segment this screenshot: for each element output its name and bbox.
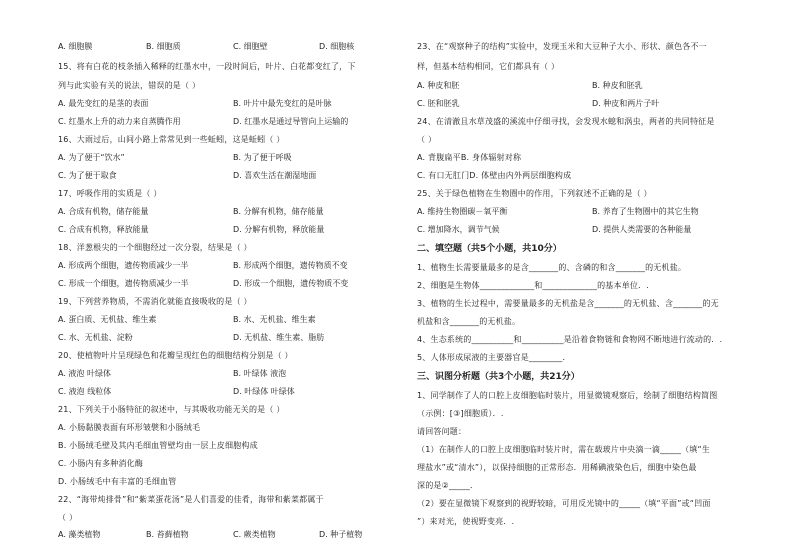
answer-option: D. 喜欢生活在潮湿地面 [233, 171, 317, 180]
text-line: （ ） [417, 135, 437, 144]
text-line: 21、下列关于小肠特征的叙述中，与其吸收功能无关的是（ ） [58, 405, 285, 414]
answer-option: D. 叶绿体 叶绿体 [233, 387, 295, 396]
text-line: 24、在清澈且水草茂盛的溪流中仔细寻找，会发现水螅和涡虫，两者的共同特征是 [417, 117, 715, 126]
text-line: B. 小肠绒毛壁及其内毛细血管壁均由一层上皮细胞构成 [58, 441, 258, 450]
text-line: D. 小肠绒毛中有丰富的毛细血管 [58, 477, 177, 486]
answer-option: C. 为了便于取食 [58, 171, 117, 180]
answer-option: C. 蕨类植物 [233, 530, 276, 539]
answer-option: B. 水、无机盐、维生素 [233, 315, 316, 324]
answer-option: B. 叶绿体 液泡 [233, 369, 287, 378]
text-line: 22、“海带炖排骨”和“紫菜蛋花汤”是人们喜爱的佳肴，海带和紫菜都属于 [58, 495, 324, 504]
text-line: ”）来对光，使视野变亮．. [417, 517, 515, 526]
answer-option: A. 合成有机物，储存能量 [58, 207, 149, 216]
answer-option: B. 叶片中最先变红的是叶脉 [233, 99, 332, 108]
answer-option: C. 形成一个细胞，遗传物质减少一半 [58, 279, 189, 288]
text-line: 5、人体形成尿液的主要器官是________． [417, 353, 571, 362]
text-line: C. 小肠内有多种消化酶 [58, 459, 144, 468]
text-line: C. 有口无肛门D. 体壁由内外两层细胞构成 [417, 171, 572, 180]
answer-option: A. 维持生物圈碳－氧平衡 [417, 207, 508, 216]
text-line: 机盐和含_______的无机盐。 [417, 317, 521, 326]
answer-option: A. 种皮和胚 [417, 81, 460, 90]
answer-option: D. 种子植物 [319, 530, 363, 539]
answer-option: D. 细胞核 [319, 42, 355, 51]
text-line: 23、在“观察种子的结构”实验中，发现玉米和大豆种子大小、形状、颜色各不一 [417, 42, 707, 51]
answer-option: A. 藻类植物 [58, 530, 101, 539]
answer-option: B. 养育了生物圈中的其它生物 [592, 207, 699, 216]
answer-option: A. 最先变红的是茎的表面 [58, 99, 149, 108]
text-line: 16、大雨过后，山间小路上常常见到一些蚯蚓，这是蚯蚓（ ） [58, 135, 285, 144]
answer-option: C. 合成有机物，释放能量 [58, 225, 149, 234]
answer-option: B. 分解有机物，储存能量 [233, 207, 324, 216]
answer-option: B. 形成两个细胞，遗传物质不变 [233, 261, 348, 270]
text-line: 20、使植物叶片呈现绿色和花瓣呈现红色的细胞结构分别是（ ） [58, 351, 293, 360]
text-line: 请回答问题： [417, 427, 467, 436]
text-line: 17、呼吸作用的实质是（ ） [58, 189, 162, 198]
text-line: 1、植物生长需要量最多的是含_______的、含磷的和含_______的无机盐。 [417, 263, 687, 272]
text-line: 19、下列营养物质，不需消化就能直接吸收的是（ ） [58, 297, 252, 306]
text-line: 深的是②_____． [417, 481, 479, 490]
answer-option: B. 种皮和胚乳 [592, 81, 643, 90]
text-line: 1、同学制作了人的口腔上皮细胞临时装片，用显微镜观察后，绘制了细胞结构简图 [417, 391, 718, 400]
answer-option: A. 液泡 叶绿体 [58, 369, 111, 378]
answer-option: C. 细胞壁 [233, 42, 268, 51]
section-heading: 二、填空题（共5个小题，共10分） [417, 244, 562, 254]
answer-option: C. 胚和胚乳 [417, 99, 460, 108]
text-line: 列与此实验有关的说法，错误的是（ ） [58, 81, 201, 90]
text-line: A. 背腹扁平B. 身体辐射对称 [417, 153, 522, 162]
text-line: 25、关于绿色植物在生物圈中的作用，下列叙述不正确的是（ ） [417, 189, 652, 198]
answer-option: B. 细胞质 [146, 42, 181, 51]
text-line: 4、生态系统的__________和__________是沿着食物链和食物网不断地进行流动的．. [417, 335, 723, 344]
answer-option: C. 增加降水，调节气候 [417, 225, 500, 234]
answer-option: D. 无机盐、维生素、脂肪 [233, 333, 325, 342]
text-line: （2）要在显微镜下观察到的视野较暗，可用反光镜中的_____（填“平面”或“凹面 [417, 499, 711, 508]
answer-option: D. 种皮和两片子叶 [592, 99, 660, 108]
text-line: （ ） [58, 513, 78, 522]
text-line: （示例：[③]细胞质）．. [417, 409, 504, 418]
text-line: 15、将有白花的枝条插入稀释的红墨水中，一段时间后，叶片、白花都变红了，下 [58, 62, 356, 71]
answer-option: D. 提供人类需要的各种能量 [592, 225, 692, 234]
text-line: 18、洋葱根尖的一个细胞经过一次分裂，结果是（ ） [58, 243, 252, 252]
answer-option: C. 水、无机盐、淀粉 [58, 333, 133, 342]
answer-option: C. 红墨水上升的动力来自蒸腾作用 [58, 117, 181, 126]
answer-option: D. 红墨水是通过导管向上运输的 [233, 117, 349, 126]
text-line: 样，但基本结构相同，它们都具有（ ） [417, 62, 560, 71]
text-line: 3、植物的生长过程中，需要量最多的无机盐是含_______的无机盐、含_______的无 [417, 299, 719, 308]
answer-option: A. 蛋白质、无机盐、维生素 [58, 315, 157, 324]
text-line: A. 小肠黏膜表面有环形皱襞和小肠绒毛 [58, 423, 201, 432]
answer-option: A. 为了便于“饮水” [58, 153, 125, 162]
answer-option: B. 苔藓植物 [146, 530, 189, 539]
section-heading: 三、识图分析题（共3个小题，共21分） [417, 372, 580, 382]
answer-option: B. 为了便于呼吸 [233, 153, 292, 162]
answer-option: A. 细胞膜 [58, 42, 93, 51]
answer-option: A. 形成两个细胞，遗传物质减少一半 [58, 261, 189, 270]
answer-option: D. 分解有机物，释放能量 [233, 225, 325, 234]
text-line: （1）在制作人的口腔上皮细胞临时装片时，需在载玻片中央滴一滴_____（填“生 [417, 445, 711, 454]
text-line: 2、细胞是生物体_____________和_____________的基本单位．. [417, 281, 650, 290]
answer-option: C. 液泡 线粒体 [58, 387, 112, 396]
answer-option: D. 形成一个细胞，遗传物质不变 [233, 279, 349, 288]
text-line: 理盐水”或“清水”），以保持细胞的正常形态．用稀碘液染色后，细胞中染色最 [417, 463, 697, 472]
